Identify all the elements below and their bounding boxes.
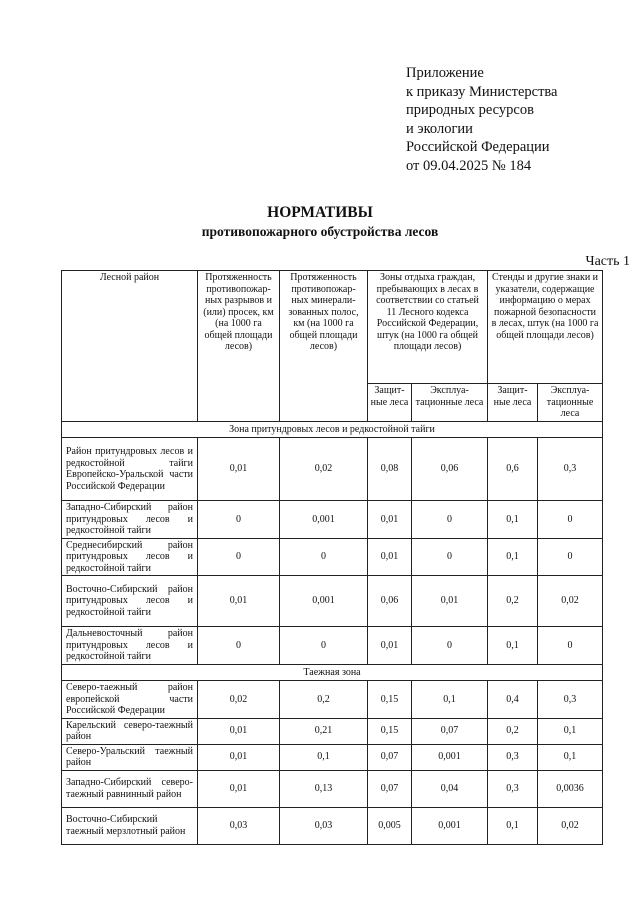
value-rest-exploitation: 0 — [412, 501, 488, 539]
value-rest-exploitation: 0 — [412, 538, 488, 576]
document-subtitle: противопожарного обустройства лесов — [201, 224, 439, 239]
zone-row — [62, 421, 603, 438]
header-stands-protective: Защит-ные леса — [488, 384, 538, 422]
value-mineralized: 0,21 — [280, 718, 368, 744]
appendix-line: Приложение — [406, 65, 484, 81]
value-rest-exploitation: 0,01 — [412, 576, 488, 627]
value-stands-protective: 0,1 — [488, 807, 538, 844]
appendix-line: природных ресурсов — [406, 102, 534, 119]
appendix-line: и экологии — [406, 120, 473, 137]
value-rest-protective: 0,15 — [368, 718, 412, 744]
value-rest-protective: 0,08 — [368, 438, 412, 501]
forest-district-name: Западно-Сибирский район притундровых лесов и редкостойной тайги — [62, 501, 198, 539]
appendix-line: Российской Федерации — [406, 139, 550, 156]
value-rest-protective: 0,07 — [368, 770, 412, 807]
value-rest-protective: 0,06 — [368, 576, 412, 627]
table-row — [62, 538, 603, 576]
value-rest-exploitation: 0,001 — [412, 744, 488, 770]
value-firebreaks: 0,01 — [198, 718, 280, 744]
header-firebreaks: Протяженность противопожар-ных разрывов и (или) просек, км (на 1000 га общей площади лесов) — [198, 271, 280, 422]
forest-district-name: Дальневосточный район притундровых лесов и редкостойной тайги — [62, 627, 198, 665]
value-firebreaks: 0 — [198, 627, 280, 665]
table-row — [62, 627, 603, 665]
forest-district-name: Восточно-Сибирский таежный мерзлотный район — [62, 807, 198, 844]
table-row — [62, 576, 603, 627]
value-rest-exploitation: 0,1 — [412, 681, 488, 719]
value-firebreaks: 0,01 — [198, 576, 280, 627]
value-stands-protective: 0,3 — [488, 744, 538, 770]
value-rest-exploitation: 0,04 — [412, 770, 488, 807]
table-row — [62, 718, 603, 744]
table-row — [62, 770, 603, 807]
value-stands-exploitation: 0,02 — [538, 807, 603, 844]
value-rest-protective: 0,07 — [368, 744, 412, 770]
forest-district-name: Среднесибирский район притундровых лесов и редкостойной тайги — [62, 538, 198, 576]
header-rest-exploitation: Эксплуа-тационные леса — [412, 384, 488, 422]
forest-district-name: Район притундровых лесов и редкостойной тайги Европейско-Уральской части Российской Федерации — [62, 438, 198, 501]
value-stands-exploitation: 0,1 — [538, 718, 603, 744]
value-mineralized: 0,001 — [280, 501, 368, 539]
value-mineralized: 0,1 — [280, 744, 368, 770]
zone-row — [62, 664, 603, 681]
table-row — [62, 438, 603, 501]
document-title: НОРМАТИВЫ — [267, 204, 373, 221]
table-row — [62, 807, 603, 844]
value-stands-protective: 0,4 — [488, 681, 538, 719]
value-stands-exploitation: 0,1 — [538, 744, 603, 770]
value-rest-protective: 0,15 — [368, 681, 412, 719]
table-body — [62, 421, 603, 844]
zone-heading: Зона притундровых лесов и редкостойной тайги — [62, 421, 603, 438]
forest-district-name: Восточно-Сибирский район притундровых лесов и редкостойной тайги — [62, 576, 198, 627]
value-rest-exploitation: 0,06 — [412, 438, 488, 501]
appendix-line: от 09.04.2025 № 184 — [406, 157, 532, 174]
value-firebreaks: 0,01 — [198, 744, 280, 770]
value-stands-exploitation: 0 — [538, 538, 603, 576]
value-rest-exploitation: 0,07 — [412, 718, 488, 744]
header-rest-zones: Зоны отдыха граждан, пребывающих в лесах в соответствии со статьей 11 Лесного кодекса Российской Федерации, штук (на 1000 га общей площади лесов) — [368, 271, 488, 384]
forest-district-name: Северо-Уральский таежный район — [62, 744, 198, 770]
value-stands-protective: 0,1 — [488, 538, 538, 576]
value-mineralized: 0,02 — [280, 438, 368, 501]
value-stands-exploitation: 0 — [538, 627, 603, 665]
table-row — [62, 501, 603, 539]
value-mineralized: 0 — [280, 538, 368, 576]
value-mineralized: 0,2 — [280, 681, 368, 719]
header-forest-district: Лесной район — [62, 271, 198, 422]
value-firebreaks: 0,01 — [198, 438, 280, 501]
value-mineralized: 0 — [280, 627, 368, 665]
table-row — [62, 744, 603, 770]
value-firebreaks: 0,03 — [198, 807, 280, 844]
forest-district-name: Северо-таежный район европейской части Российской Федерации — [62, 681, 198, 719]
zone-heading: Таежная зона — [62, 664, 603, 681]
value-stands-exploitation: 0,02 — [538, 576, 603, 627]
value-firebreaks: 0 — [198, 501, 280, 539]
value-rest-exploitation: 0,001 — [412, 807, 488, 844]
value-stands-exploitation: 0 — [538, 501, 603, 539]
value-rest-protective: 0,01 — [368, 627, 412, 665]
value-rest-protective: 0,005 — [368, 807, 412, 844]
header-info-stands: Стенды и другие знаки и указатели, содержащие информацию о мерах пожарной безопасности в лесах, штук (на 1000 га общей площади лесов) — [488, 271, 603, 384]
value-stands-protective: 0,2 — [488, 718, 538, 744]
value-stands-protective: 0,2 — [488, 576, 538, 627]
part-label: Часть 1 — [585, 254, 630, 269]
value-firebreaks: 0,01 — [198, 770, 280, 807]
value-mineralized: 0,03 — [280, 807, 368, 844]
appendix-block — [406, 64, 558, 176]
forest-district-name: Западно-Сибирский северо-таежный равнинный район — [62, 770, 198, 807]
value-rest-protective: 0,01 — [368, 501, 412, 539]
value-stands-protective: 0,3 — [488, 770, 538, 807]
header-mineralized-strips: Протяженность противопожар-ных минерали-зованных полос, км (на 1000 га общей площади лесов) — [280, 271, 368, 422]
value-rest-exploitation: 0 — [412, 627, 488, 665]
value-rest-protective: 0,01 — [368, 538, 412, 576]
norms-table — [61, 270, 603, 845]
table-row — [62, 681, 603, 719]
value-firebreaks: 0 — [198, 538, 280, 576]
value-stands-protective: 0,6 — [488, 438, 538, 501]
value-mineralized: 0,001 — [280, 576, 368, 627]
header-stands-exploitation: Эксплуа-тационные леса — [538, 384, 603, 422]
value-stands-protective: 0,1 — [488, 501, 538, 539]
value-stands-protective: 0,1 — [488, 627, 538, 665]
value-stands-exploitation: 0,3 — [538, 438, 603, 501]
forest-district-name: Карельский северо-таежный район — [62, 718, 198, 744]
value-firebreaks: 0,02 — [198, 681, 280, 719]
appendix-line: к приказу Министерства — [406, 83, 558, 100]
value-stands-exploitation: 0,3 — [538, 681, 603, 719]
value-mineralized: 0,13 — [280, 770, 368, 807]
value-stands-exploitation: 0,0036 — [538, 770, 603, 807]
header-rest-protective: Защит-ные леса — [368, 384, 412, 422]
